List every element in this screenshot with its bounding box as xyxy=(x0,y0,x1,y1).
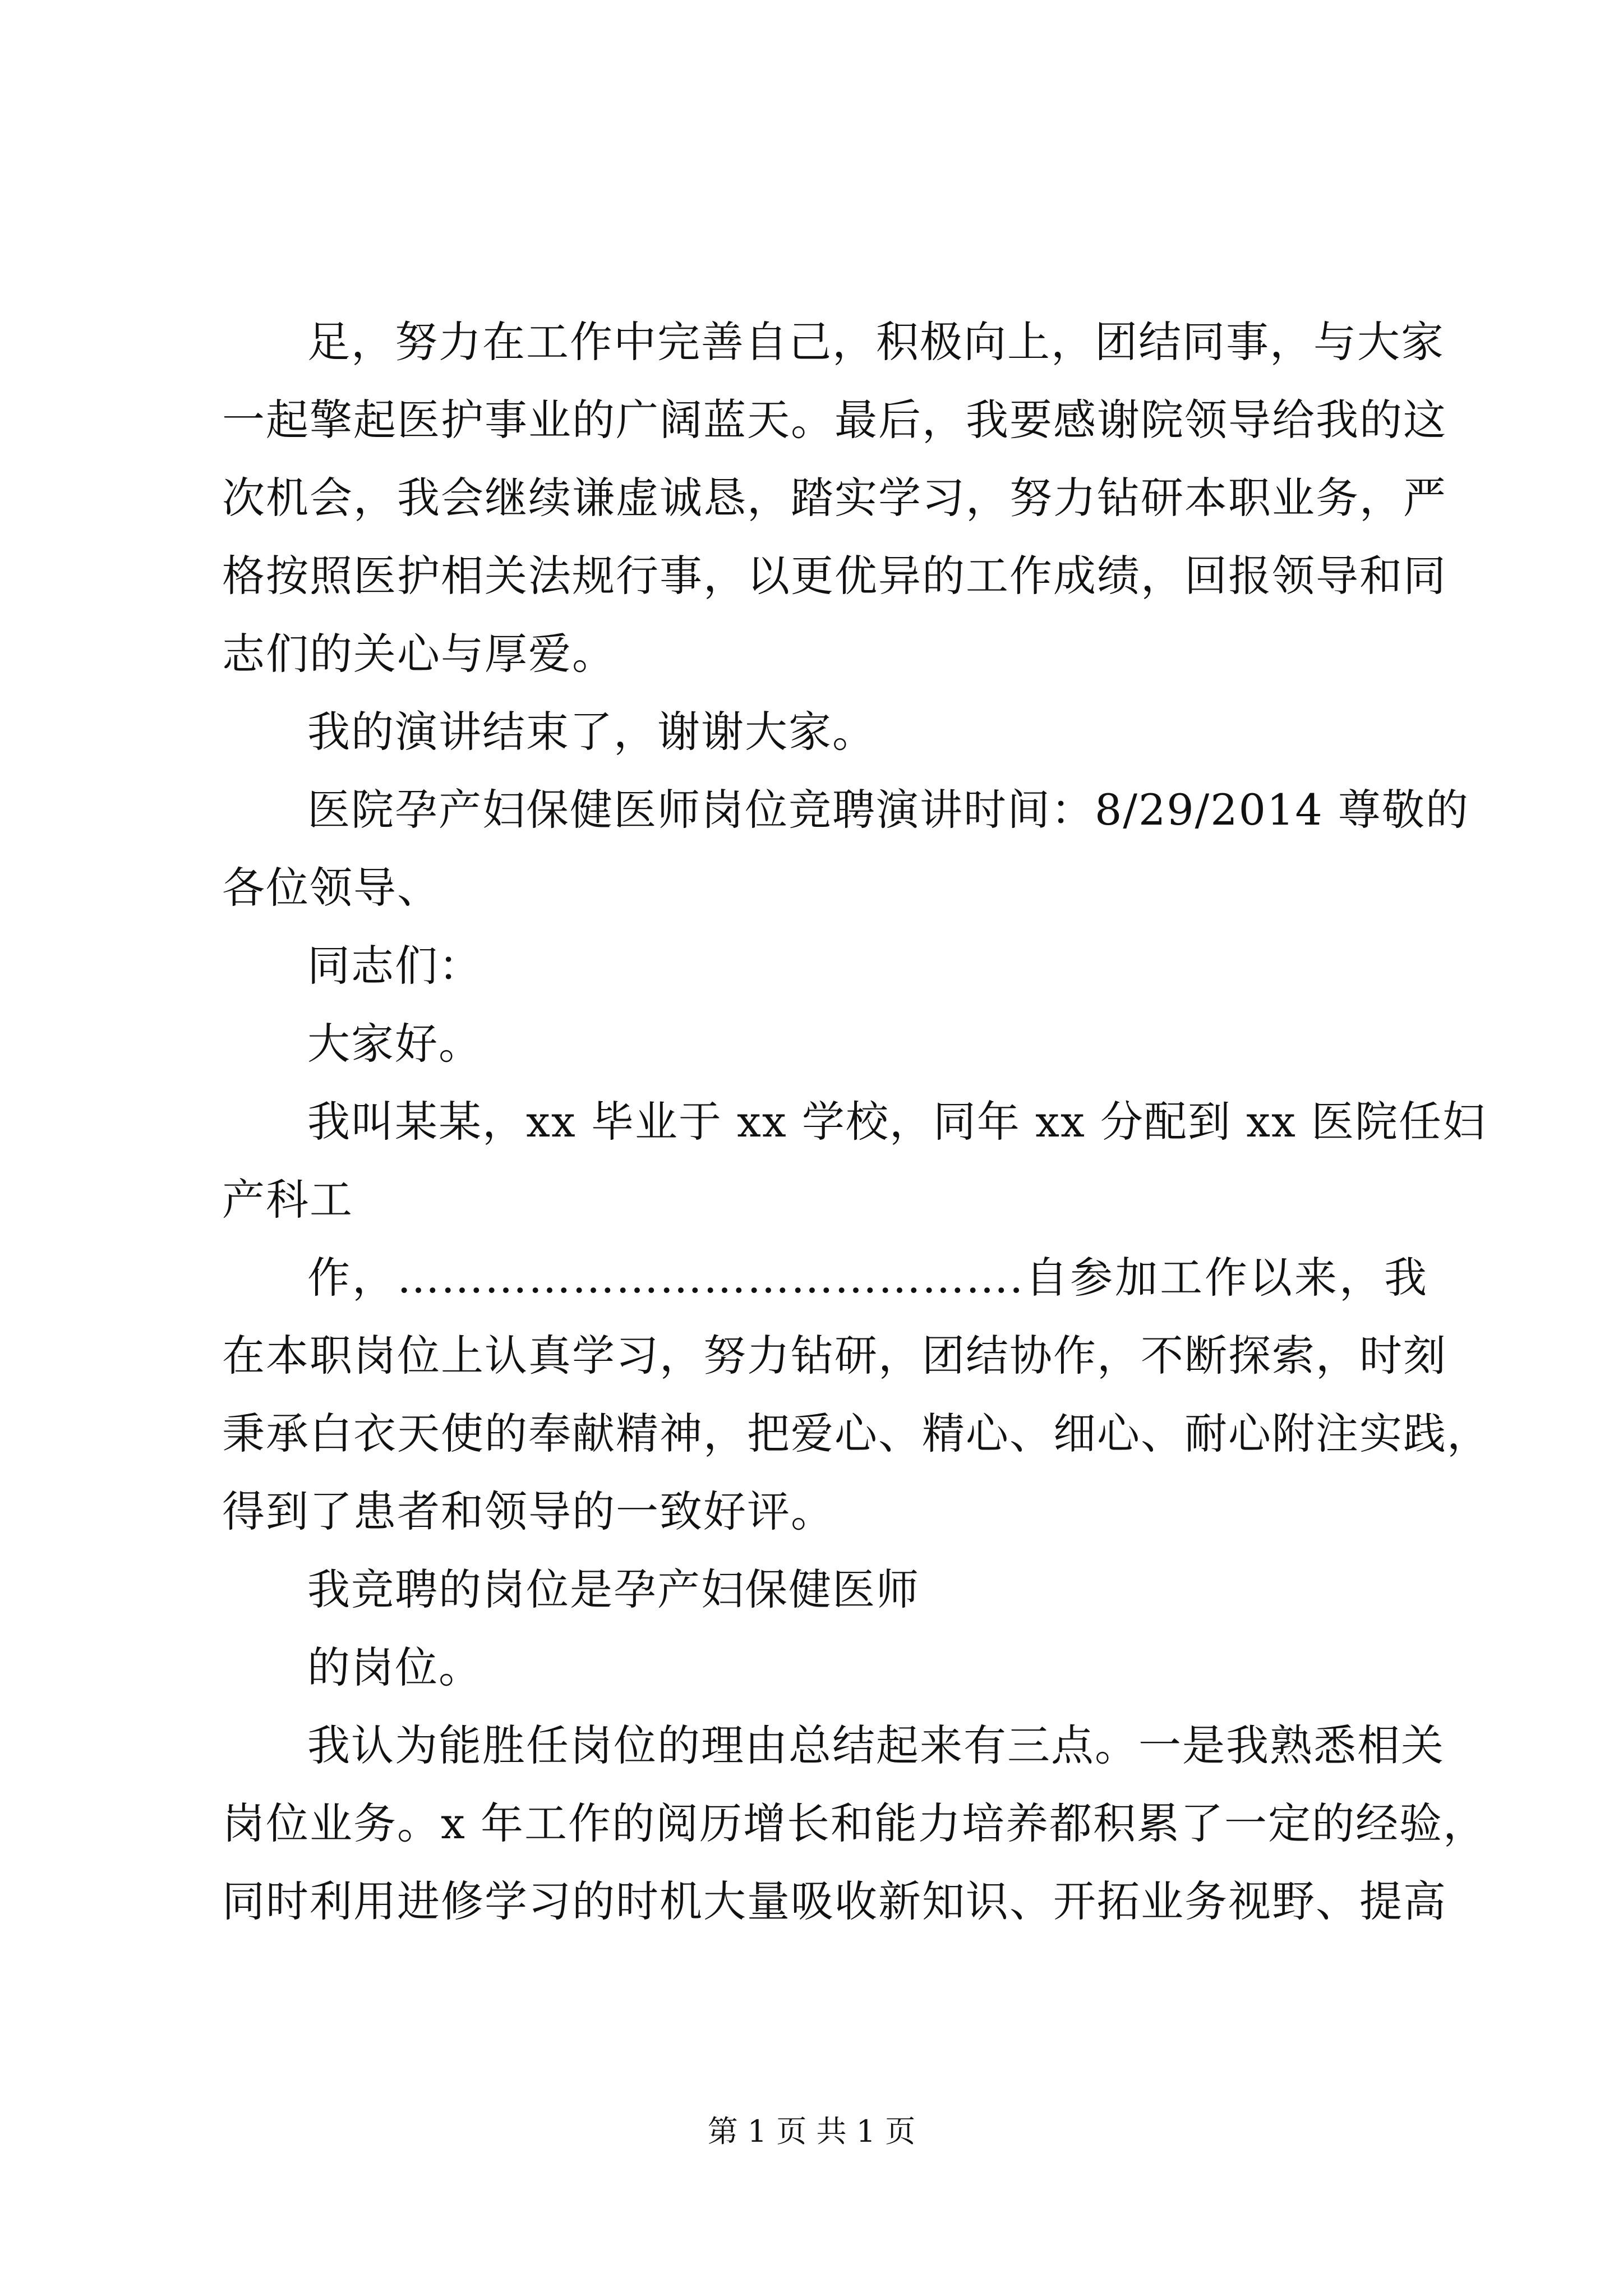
paragraph-line: 次机会，我会继续谦虚诚恳，踏实学习，努力钻研本职业务，严 xyxy=(222,473,1447,523)
paragraph-line: 我竞聘的岗位是孕产妇保健医师 xyxy=(307,1565,920,1614)
paragraph-line: 我叫某某，xx 毕业于 xx 学校，同年 xx 分配到 xx 医院任妇 xyxy=(307,1097,1486,1147)
paragraph-line: 秉承白衣天使的奉献精神，把爱心、精心、细心、耐心附注实践， xyxy=(222,1409,1491,1458)
paragraph-line: 同志们： xyxy=(307,941,482,991)
page-footer xyxy=(0,2109,1623,2154)
paragraph-line: 同时利用进修学习的时机大量吸收新知识、开拓业务视野、提高 xyxy=(222,1876,1447,1926)
paragraph-line: 在本职岗位上认真学习，努力钻研，团结协作，不断探索，时刻 xyxy=(222,1331,1447,1381)
paragraph-line: 志们的关心与厚爱。 xyxy=(222,629,616,679)
paragraph-line: 足，努力在工作中完善自己，积极向上，团结同事，与大家 xyxy=(307,317,1445,367)
page-number-label: 第 1 页 共 1 页 xyxy=(707,2114,916,2149)
paragraph-line: 我认为能胜任岗位的理由总结起来有三点。一是我熟悉相关 xyxy=(307,1720,1445,1770)
paragraph-line: 得到了患者和领导的一致好评。 xyxy=(222,1487,834,1536)
paragraph-line: 格按照医护相关法规行事，以更优异的工作成绩，回报领导和同 xyxy=(222,551,1447,601)
document-body xyxy=(222,303,1491,1940)
paragraph-line: 产科工 xyxy=(222,1175,353,1225)
paragraph-line: 我的演讲结束了，谢谢大家。 xyxy=(307,707,876,757)
paragraph-line: 大家好。 xyxy=(307,1019,482,1069)
paragraph-line: 各位领导、 xyxy=(222,863,441,913)
paragraph-line: 一起擎起医护事业的广阔蓝天。最后，我要感谢院领导给我的这 xyxy=(222,395,1447,445)
paragraph-line: 的岗位。 xyxy=(307,1642,482,1692)
paragraph-line: 岗位业务。x 年工作的阅历增长和能力培养都积累了一定的经验， xyxy=(222,1798,1487,1848)
paragraph-line: 医院孕产妇保健医师岗位竞聘演讲时间：8/29/2014 尊敬的 xyxy=(307,785,1469,835)
paragraph-line: 作，…………………………………….自参加工作以来，我 xyxy=(307,1253,1428,1303)
